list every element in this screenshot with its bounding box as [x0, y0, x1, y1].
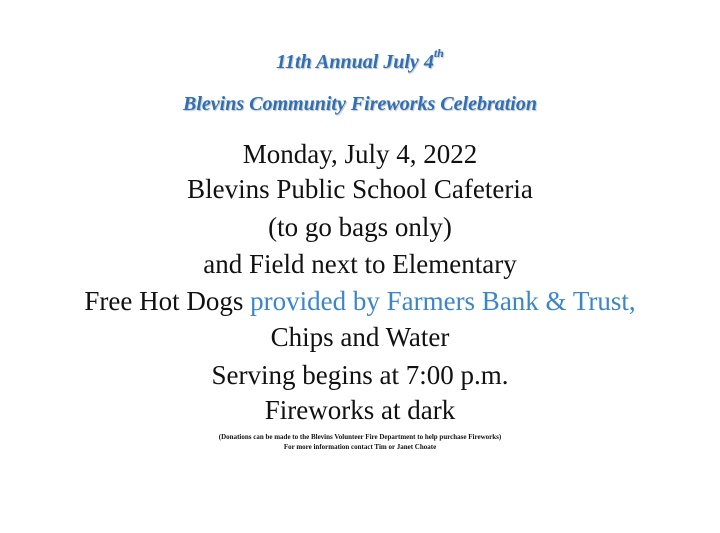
event-date: Monday, July 4, 2022: [242, 139, 478, 169]
bags-note: (to go bags only): [268, 212, 452, 242]
food-sponsor: provided by Farmers Bank & Trust,: [250, 286, 636, 316]
contact-note: For more information contact Tim or Janet Choate: [283, 443, 437, 451]
fireworks-time: Fireworks at dark: [264, 395, 456, 425]
event-location: Blevins Public School Cafeteria: [187, 174, 533, 204]
food-prefix: Free Hot Dogs: [84, 286, 251, 316]
donations-note: (Donations can be made to the Blevins Volunteer Fire Department to help purchase Fireworks): [218, 433, 502, 441]
event-title: [0, 46, 720, 74]
food-suffix: Chips and Water: [270, 322, 450, 352]
event-field: and Field next to Elementary: [203, 249, 517, 279]
serving-time: Serving begins at 7:00 p.m.: [211, 360, 509, 390]
event-subtitle: Blevins Community Fireworks Celebration: [183, 93, 537, 115]
event-title-superscript: th: [433, 46, 444, 60]
event-title-text: 11th Annual July 4: [276, 51, 434, 73]
food-line: [0, 285, 720, 317]
